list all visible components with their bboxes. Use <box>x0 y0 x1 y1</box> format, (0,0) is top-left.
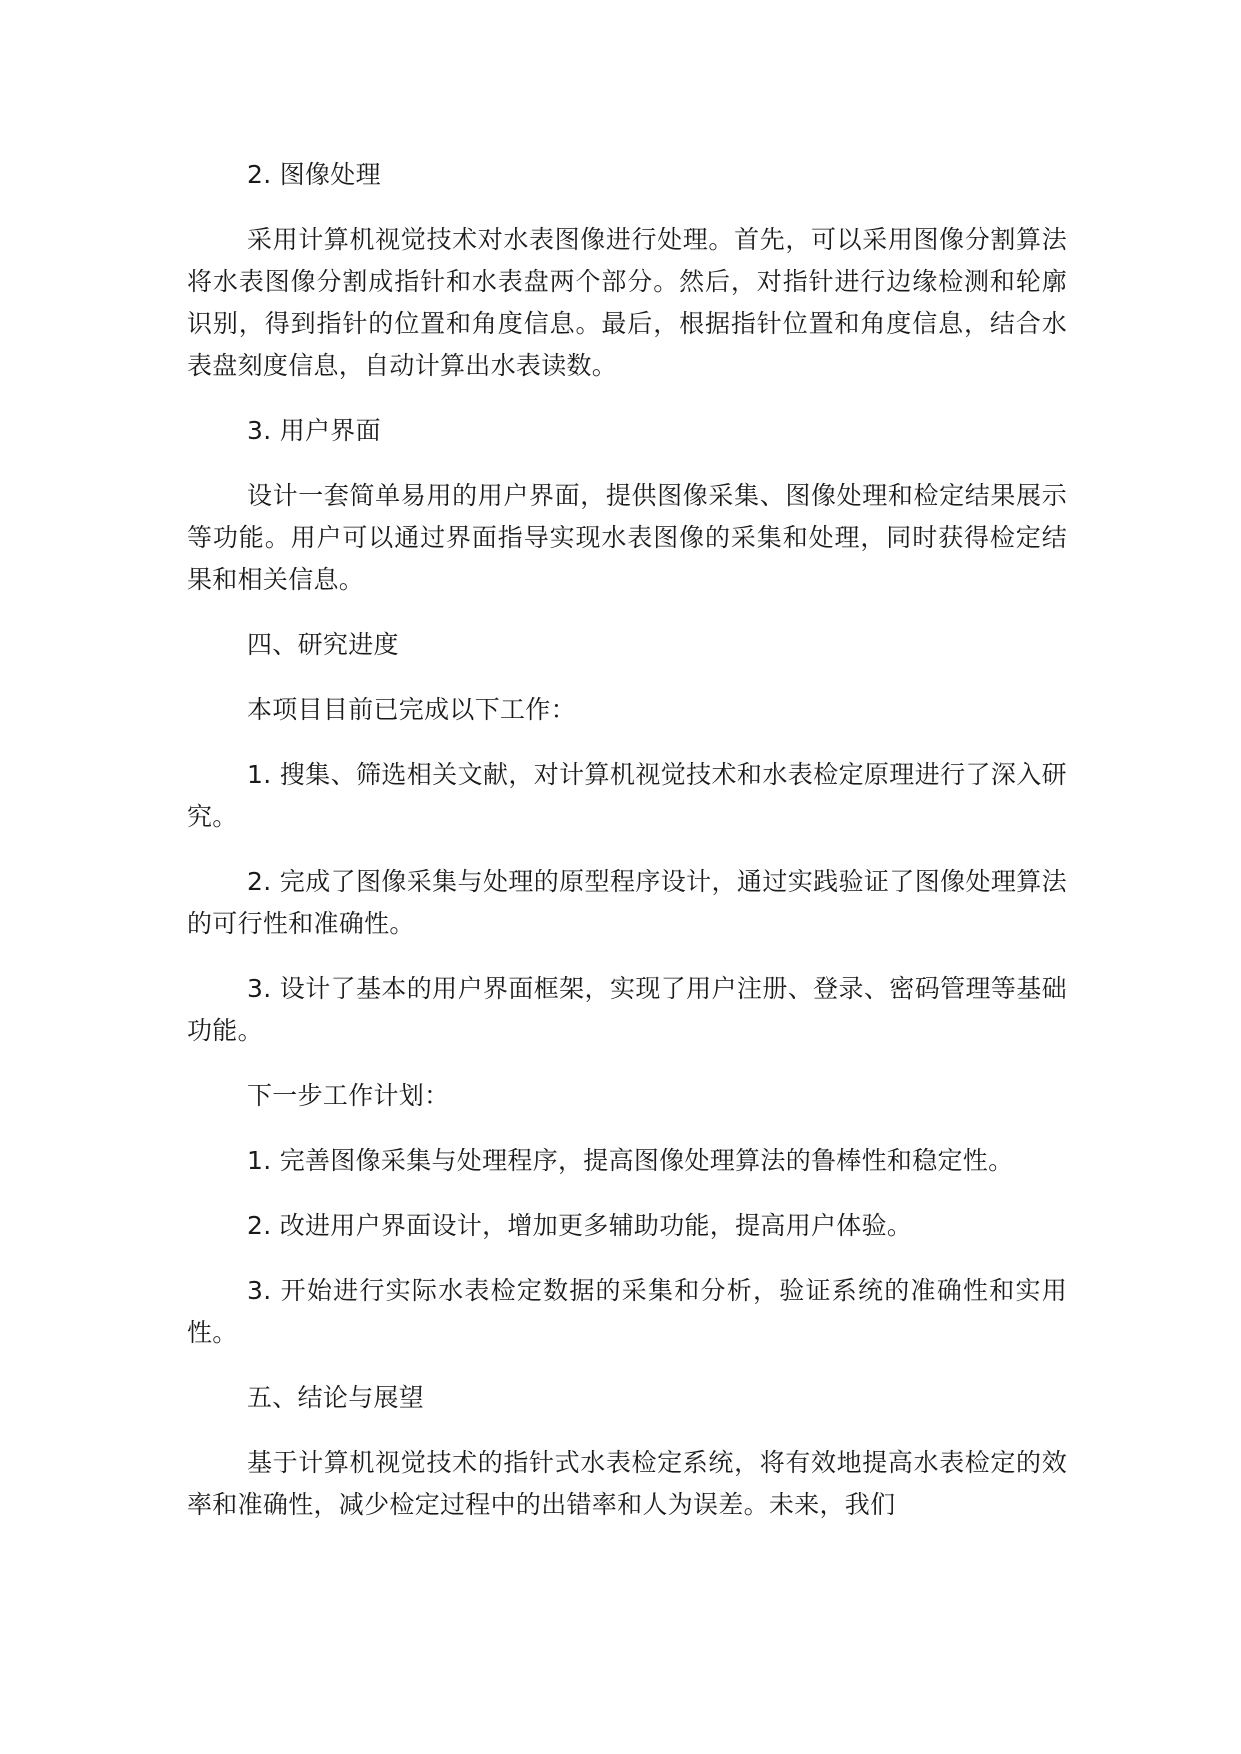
paragraph-user-interface: 设计一套简单易用的用户界面，提供图像采集、图像处理和检定结果展示等功能。用户可以通过界面指导实现水表图像的采集和处理，同时获得检定结果和相关信息。 <box>187 481 1067 594</box>
list-item-completed-1: 1. 搜集、筛选相关文献，对计算机视觉技术和水表检定原理进行了深入研究。 <box>187 760 1067 831</box>
list-item-plan-3: 3. 开始进行实际水表检定数据的采集和分析，验证系统的准确性和实用性。 <box>187 1276 1067 1347</box>
list-item-plan-1: 1. 完善图像采集与处理程序，提高图像处理算法的鲁棒性和稳定性。 <box>247 1146 1014 1175</box>
list-item-plan-2: 2. 改进用户界面设计，增加更多辅助功能，提高用户体验。 <box>247 1211 913 1240</box>
paragraph-next-plan-intro: 下一步工作计划： <box>247 1081 450 1110</box>
list-item-completed-2: 2. 完成了图像采集与处理的原型程序设计，通过实践验证了图像处理算法的可行性和准确性。 <box>187 867 1067 938</box>
list-item-completed-3: 3. 设计了基本的用户界面框架，实现了用户注册、登录、密码管理等基础功能。 <box>187 974 1067 1045</box>
section-heading-research-progress: 四、研究进度 <box>247 630 399 659</box>
section-heading-conclusion: 五、结论与展望 <box>247 1383 425 1412</box>
section-heading-user-interface: 3. 用户界面 <box>247 416 381 445</box>
paragraph-conclusion: 基于计算机视觉技术的指针式水表检定系统，将有效地提高水表检定的效率和准确性，减少检定过程中的出错率和人为误差。未来，我们 <box>187 1448 1067 1519</box>
paragraph-completed-intro: 本项目目前已完成以下工作： <box>247 695 576 724</box>
section-heading-image-processing: 2. 图像处理 <box>247 160 381 189</box>
paragraph-image-processing: 采用计算机视觉技术对水表图像进行处理。首先，可以采用图像分割算法将水表图像分割成指针和水表盘两个部分。然后，对指针进行边缘检测和轮廓识别，得到指针的位置和角度信息。最后，根据指针位置和角度信息，结合水表盘刻度信息，自动计算出水表读数。 <box>187 225 1067 380</box>
document-body <box>187 154 1067 1549</box>
